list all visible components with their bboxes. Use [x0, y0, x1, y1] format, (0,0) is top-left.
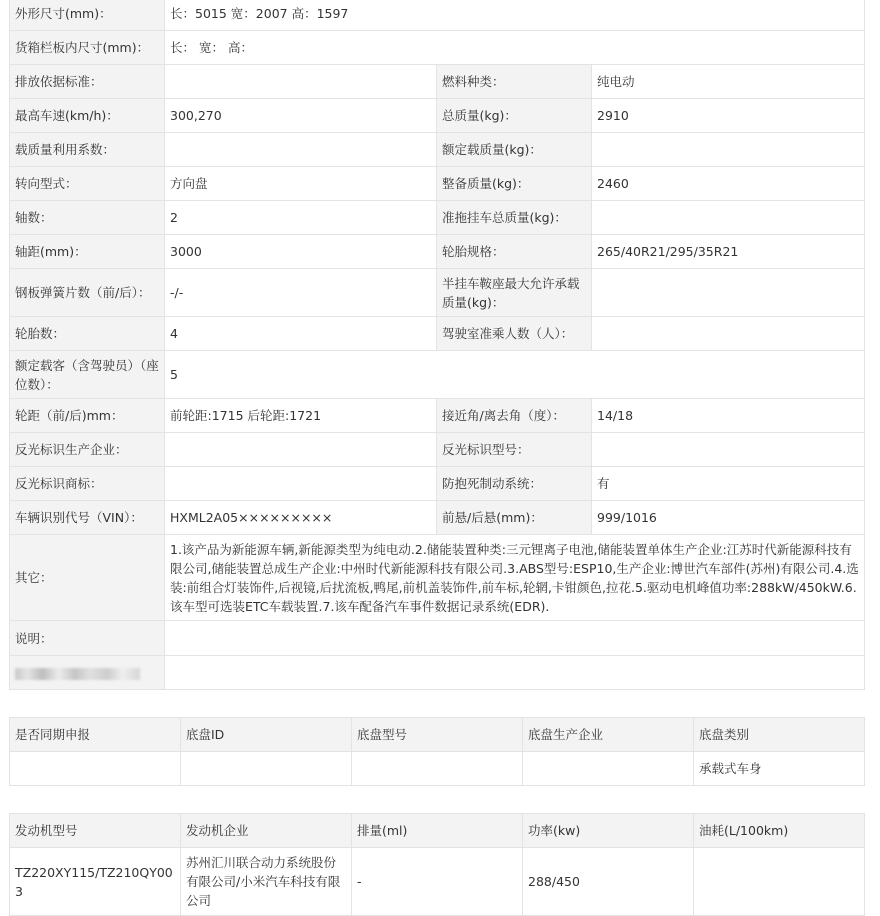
spec-row	[10, 65, 865, 99]
chassis-cell	[181, 752, 352, 786]
chassis-cell	[523, 752, 694, 786]
redacted-text-blur	[15, 668, 140, 680]
engine-cell: TZ220XY115/TZ210QY003	[10, 848, 181, 916]
spec-value: 2	[165, 201, 437, 235]
spec-label: 轴距(mm)：	[10, 235, 165, 269]
spec-row	[10, 133, 865, 167]
spec-value: 2460	[592, 167, 865, 201]
spec-value	[165, 433, 437, 467]
note-value	[165, 621, 865, 656]
spec-row	[10, 201, 865, 235]
other-value: 1.该产品为新能源车辆,新能源类型为纯电动.2.储能装置种类:三元锂离子电池,储能装置单体生产企业:江苏时代新能源科技有限公司,储能装置总成生产企业:中州时代新能源科技有限公司.3.ABS型号:ESP10,生产企业:博世汽车部件(苏州)有限公司.4.选装:前组合灯装饰件,后视镜,后扰流板,鸭尾,前机盖装饰件,前车标,轮辋,卡钳颜色,拉花.5.驱动电机峰值功率:288kW/450kW.6.该车型可选装ETC车载装置.7.该车配备汽车事件数据记录系统(EDR).	[165, 535, 865, 621]
spec-label: 总质量(kg)：	[437, 99, 592, 133]
other-label: 其它：	[10, 535, 165, 621]
engine-header-cell: 功率(kw)	[523, 814, 694, 848]
spec-value	[592, 133, 865, 167]
spec-row	[10, 317, 865, 351]
chassis-table	[9, 717, 865, 786]
chassis-header-cell: 是否同期申报	[10, 718, 181, 752]
spec-row	[10, 99, 865, 133]
spec-value	[592, 201, 865, 235]
cargo-dimensions-value: 长： 宽： 高：	[165, 31, 865, 65]
spec-row	[10, 399, 865, 433]
spec-label: 轮胎规格：	[437, 235, 592, 269]
spec-label: 钢板弹簧片数（前/后）：	[10, 269, 165, 317]
spec-label: 驾驶室准乘人数（人）：	[437, 317, 592, 351]
chassis-header-row	[10, 718, 865, 752]
redacted-label	[10, 656, 165, 690]
spec-label: 反光标识生产企业：	[10, 433, 165, 467]
spec-row-dimensions	[10, 0, 865, 31]
engine-cell: 苏州汇川联合动力系统股份有限公司/小米汽车科技有限公司	[181, 848, 352, 916]
spec-label: 轮距（前/后)mm：	[10, 399, 165, 433]
spec-value: 999/1016	[592, 501, 865, 535]
spec-value: 纯电动	[592, 65, 865, 99]
seats-value: 5	[165, 351, 865, 399]
spec-value	[165, 467, 437, 501]
spec-row	[10, 467, 865, 501]
spec-label: 防抱死制动系统：	[437, 467, 592, 501]
spec-row	[10, 269, 865, 317]
engine-header-cell: 发动机企业	[181, 814, 352, 848]
engine-header-cell: 排量(ml)	[352, 814, 523, 848]
spec-label: 前悬/后悬(mm)：	[437, 501, 592, 535]
engine-table	[9, 813, 865, 916]
engine-cell: 288/450	[523, 848, 694, 916]
engine-cell	[694, 848, 865, 916]
spec-label: 车辆识别代号（VIN）：	[10, 501, 165, 535]
spec-label: 接近角/离去角（度）：	[437, 399, 592, 433]
spec-value: 2910	[592, 99, 865, 133]
engine-cell: -	[352, 848, 523, 916]
spec-row-seats	[10, 351, 865, 399]
spec-value: -/-	[165, 269, 437, 317]
spec-value	[165, 133, 437, 167]
chassis-header-cell: 底盘生产企业	[523, 718, 694, 752]
engine-header-cell: 发动机型号	[10, 814, 181, 848]
spec-label: 最高车速(km/h)：	[10, 99, 165, 133]
engine-header-cell: 油耗(L/100km)	[694, 814, 865, 848]
spec-label: 轮胎数：	[10, 317, 165, 351]
spec-row	[10, 501, 865, 535]
chassis-cell	[352, 752, 523, 786]
spec-row-redacted	[10, 656, 865, 690]
spec-label: 转向型式：	[10, 167, 165, 201]
spec-value: 265/40R21/295/35R21	[592, 235, 865, 269]
spec-value: 有	[592, 467, 865, 501]
spec-label: 燃料种类：	[437, 65, 592, 99]
spec-label: 整备质量(kg)：	[437, 167, 592, 201]
dimensions-label: 外形尺寸(mm)：	[10, 0, 165, 31]
chassis-cell: 承载式车身	[694, 752, 865, 786]
spec-value	[592, 317, 865, 351]
engine-data-row	[10, 848, 865, 916]
spec-label: 排放依据标准：	[10, 65, 165, 99]
spec-value	[592, 269, 865, 317]
spec-label: 额定载质量(kg)：	[437, 133, 592, 167]
spec-label: 载质量利用系数：	[10, 133, 165, 167]
spec-row-note	[10, 621, 865, 656]
spec-row	[10, 433, 865, 467]
note-label: 说明：	[10, 621, 165, 656]
spec-value: HXML2A05×××××××××	[165, 501, 437, 535]
chassis-header-cell: 底盘ID	[181, 718, 352, 752]
spec-value: 前轮距:1715 后轮距:1721	[165, 399, 437, 433]
chassis-cell	[10, 752, 181, 786]
dimensions-value: 长：5015 宽：2007 高：1597	[165, 0, 865, 31]
spec-value: 300,270	[165, 99, 437, 133]
spec-label: 半挂车鞍座最大允许承载质量(kg)：	[437, 269, 592, 317]
chassis-header-cell: 底盘类别	[694, 718, 865, 752]
spec-row	[10, 235, 865, 269]
spec-value: 3000	[165, 235, 437, 269]
cargo-dimensions-label: 货箱栏板内尺寸(mm)：	[10, 31, 165, 65]
chassis-header-cell: 底盘型号	[352, 718, 523, 752]
vehicle-spec-table	[9, 0, 865, 690]
spec-value	[165, 65, 437, 99]
spec-value	[592, 433, 865, 467]
spec-value: 4	[165, 317, 437, 351]
spec-row	[10, 167, 865, 201]
spec-row-other	[10, 535, 865, 621]
spec-label: 反光标识商标：	[10, 467, 165, 501]
redacted-value	[165, 656, 865, 690]
spec-label: 准拖挂车总质量(kg)：	[437, 201, 592, 235]
spec-label: 轴数：	[10, 201, 165, 235]
engine-header-row	[10, 814, 865, 848]
spec-label: 反光标识型号：	[437, 433, 592, 467]
chassis-data-row	[10, 752, 865, 786]
spec-value: 方向盘	[165, 167, 437, 201]
spec-value: 14/18	[592, 399, 865, 433]
spec-row-cargo-dimensions	[10, 31, 865, 65]
seats-label: 额定载客（含驾驶员）（座位数）：	[10, 351, 165, 399]
